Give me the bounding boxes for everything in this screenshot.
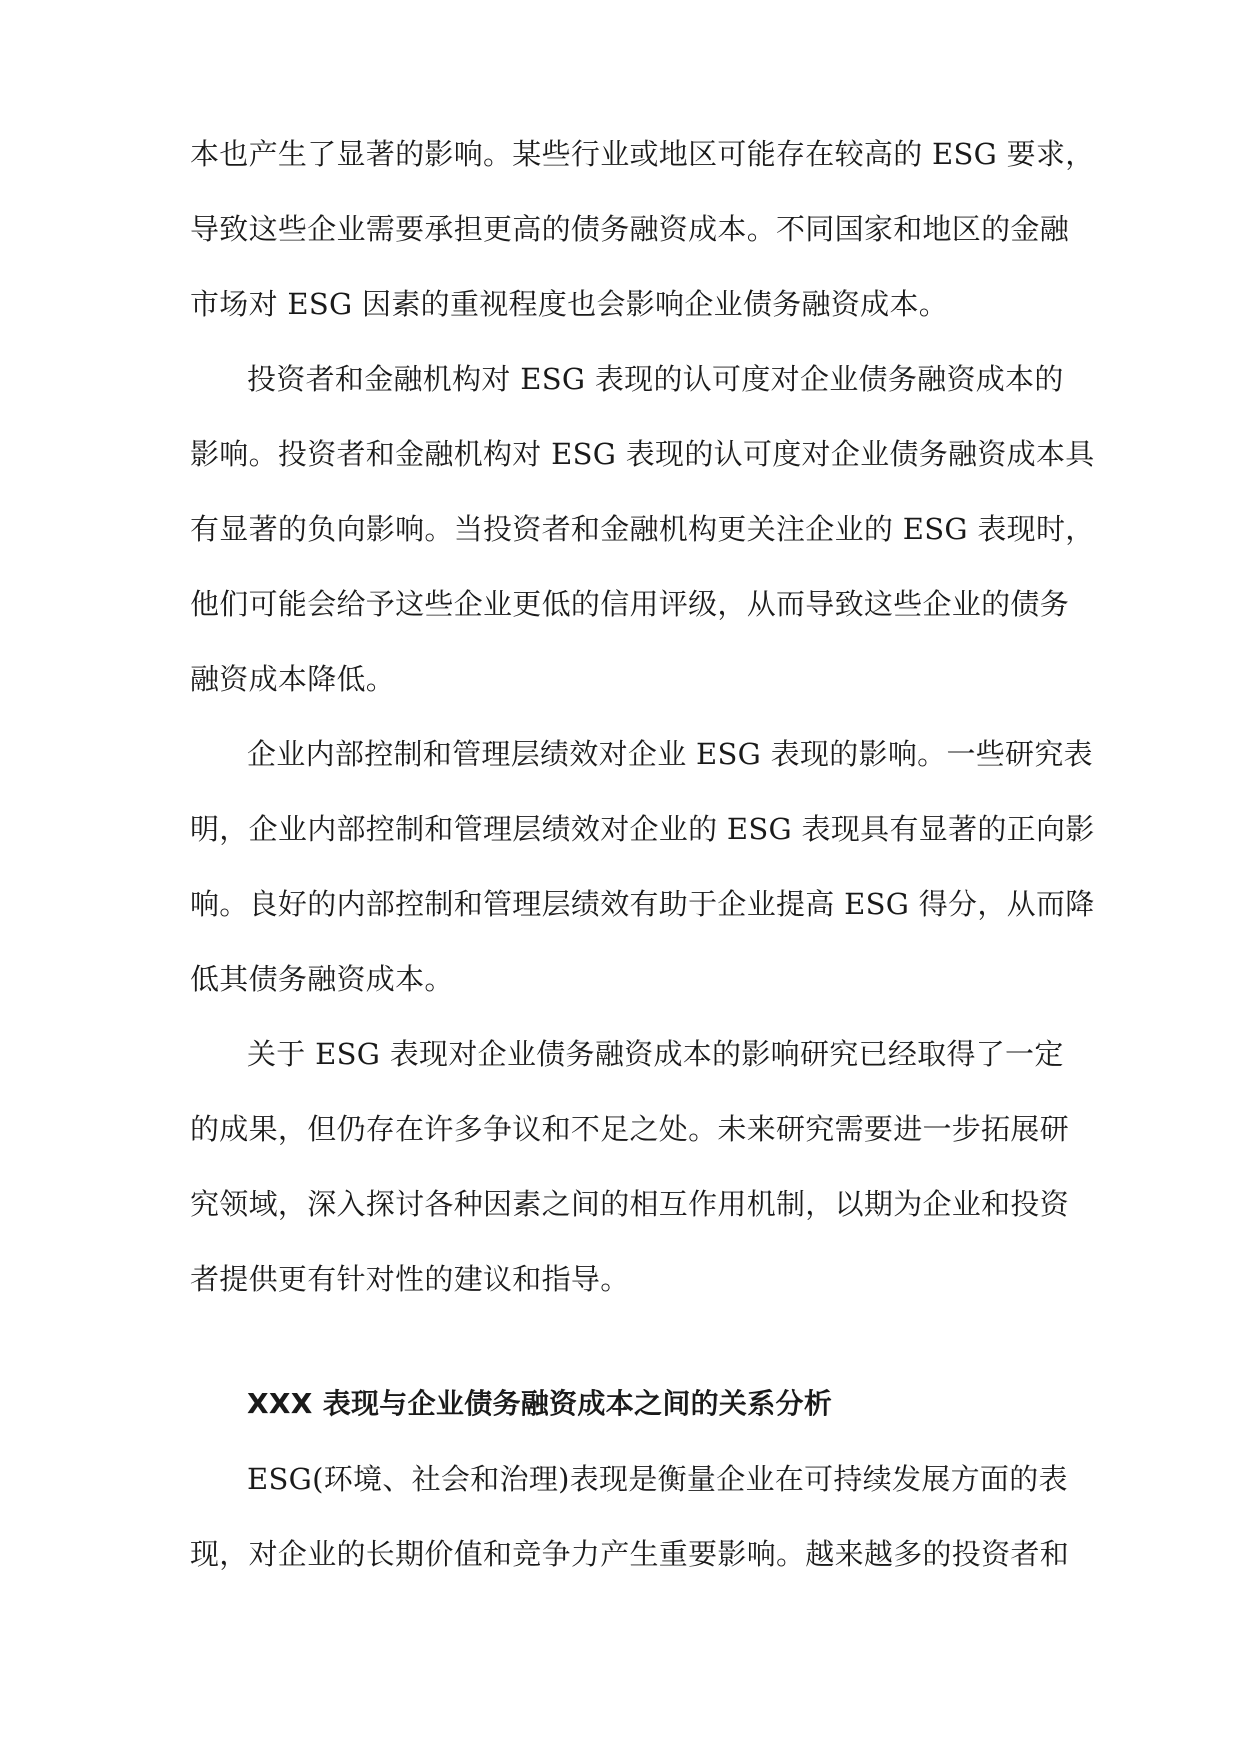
paragraph-4-line-4: 者提供更有针对性的建议和指导。: [190, 1262, 630, 1296]
paragraph-1-line-1: 本也产生了显著的影响。某些行业或地区可能存在较高的 ESG 要求，: [190, 137, 1095, 171]
paragraph-2-line-1: 投资者和金融机构对 ESG 表现的认可度对企业债务融资成本的: [247, 362, 1064, 396]
paragraph-2-line-4: 他们可能会给予这些企业更低的信用评级，从而导致这些企业的债务: [190, 587, 1070, 621]
paragraph-3-line-2: 明，企业内部控制和管理层绩效对企业的 ESG 表现具有显著的正向影: [190, 812, 1095, 846]
paragraph-5-line-2: 现，对企业的长期价值和竞争力产生重要影响。越来越多的投资者和: [190, 1537, 1070, 1571]
section-heading: XXX 表现与企业债务融资成本之间的关系分析: [247, 1387, 833, 1420]
paragraph-4-line-1: 关于 ESG 表现对企业债务融资成本的影响研究已经取得了一定: [247, 1037, 1064, 1071]
paragraph-1-line-2: 导致这些企业需要承担更高的债务融资成本。不同国家和地区的金融: [190, 212, 1070, 246]
paragraph-4-line-2: 的成果，但仍存在许多争议和不足之处。未来研究需要进一步拓展研: [190, 1112, 1070, 1146]
paragraph-3-line-3: 响。良好的内部控制和管理层绩效有助于企业提高 ESG 得分，从而降: [190, 887, 1095, 921]
paragraph-3-line-4: 低其债务融资成本。: [190, 962, 454, 996]
paragraph-2-line-2: 影响。投资者和金融机构对 ESG 表现的认可度对企业债务融资成本具: [190, 437, 1095, 471]
paragraph-5-line-1: ESG(环境、社会和治理)表现是衡量企业在可持续发展方面的表: [247, 1462, 1068, 1496]
paragraph-3-line-1: 企业内部控制和管理层绩效对企业 ESG 表现的影响。一些研究表: [247, 737, 1093, 771]
paragraph-2-line-3: 有显著的负向影响。当投资者和金融机构更关注企业的 ESG 表现时，: [190, 512, 1095, 546]
paragraph-2-line-5: 融资成本降低。: [190, 662, 396, 696]
paragraph-4-line-3: 究领域，深入探讨各种因素之间的相互作用机制，以期为企业和投资: [190, 1187, 1070, 1221]
paragraph-1-line-3: 市场对 ESG 因素的重视程度也会影响企业债务融资成本。: [190, 287, 949, 321]
